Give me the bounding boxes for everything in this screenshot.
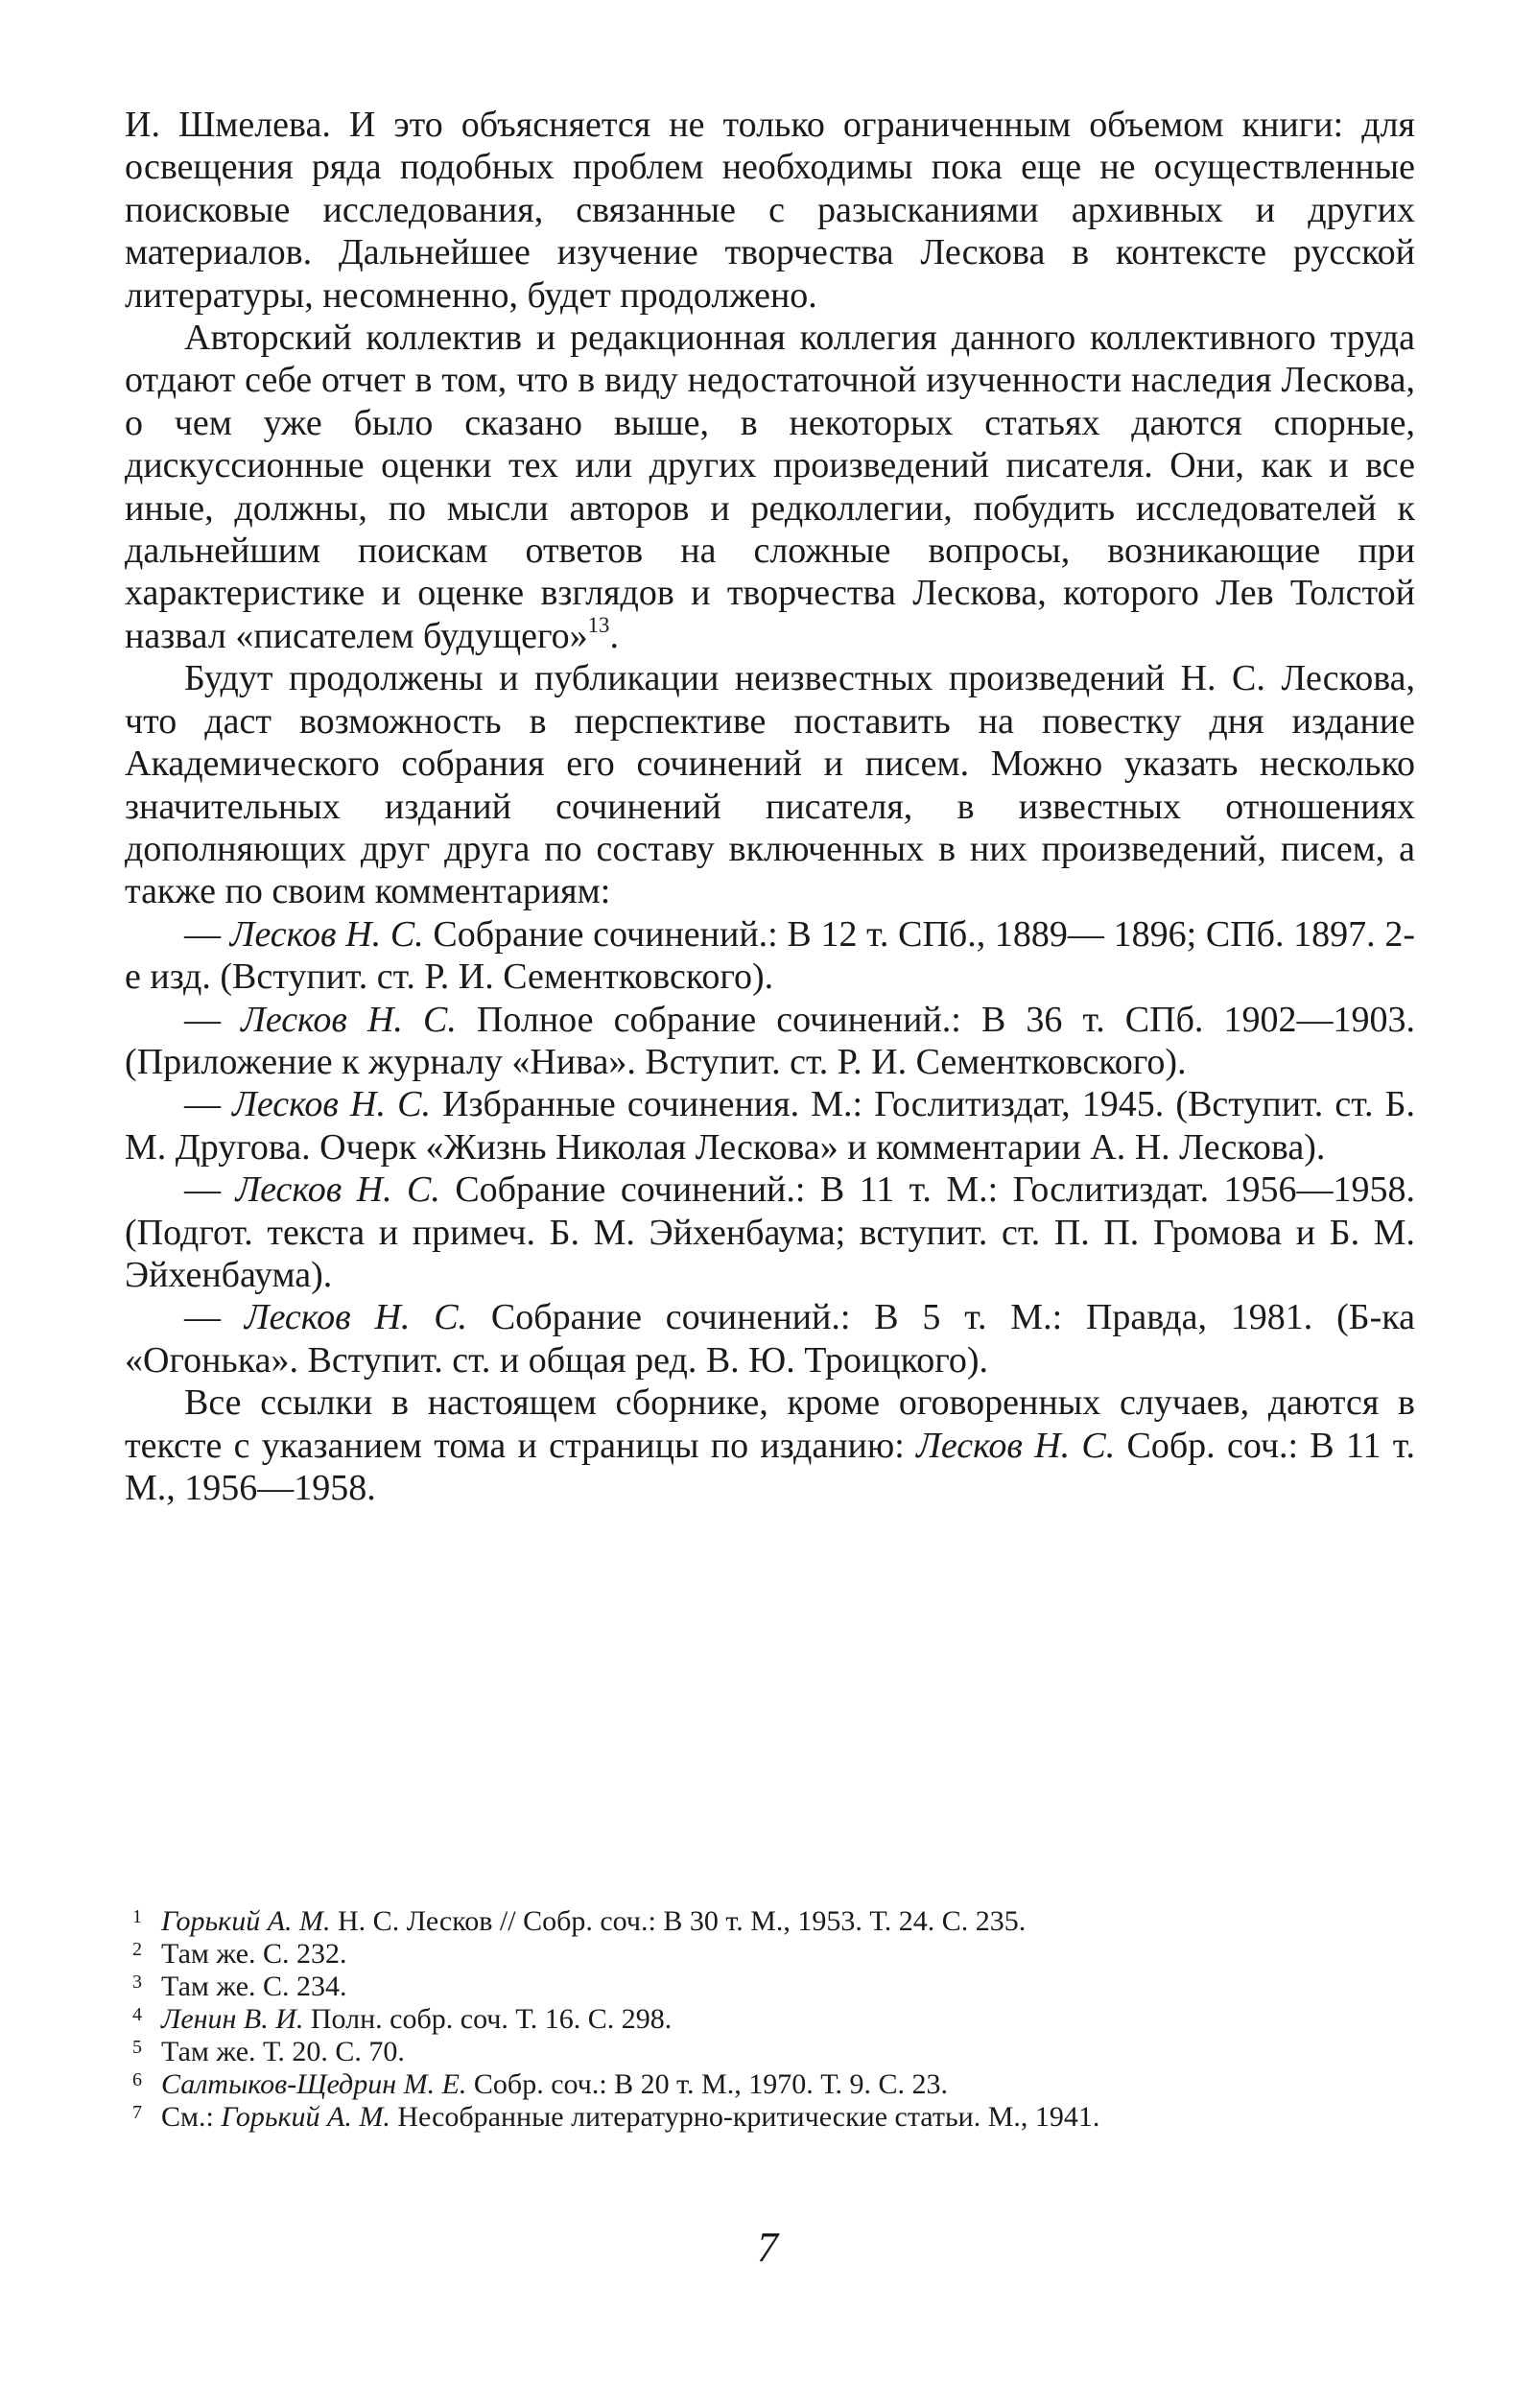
text-run: Собрание сочинений.: В 11 т. М.: Гослитиздат. 1956—1958. (Подгот. текста и примеч. Б. М. Эйхенбаума; вступит. ст. П. П. Громова и Б. М. Эйхенбаума).: [125, 1169, 1416, 1295]
paragraph: [125, 1083, 1415, 1169]
paragraph: [125, 104, 1415, 317]
footnote-marker: 2: [132, 1939, 142, 1960]
paragraph: [125, 999, 1415, 1084]
footnote: [132, 2068, 1415, 2101]
footnote-text: [161, 2036, 1415, 2068]
footnotes: [132, 1905, 1415, 2134]
author-name: Горький А. М.: [221, 2101, 390, 2133]
text-run: Собр. соч.: В 20 т. М., 1970. Т. 9. С. 23.: [466, 2068, 949, 2100]
footnote-text: [161, 2068, 1415, 2101]
footnote: [132, 2003, 1415, 2036]
paragraph: [125, 317, 1415, 657]
footnote-text: [161, 1971, 1415, 2003]
footnote: [132, 1971, 1415, 2003]
text-run: См.:: [161, 2101, 222, 2133]
main-text: [125, 104, 1415, 1509]
footnote-marker: 3: [132, 1971, 142, 1993]
text-run: Собр. соч.: В 11 т. М., 1956—1958.: [125, 1425, 1416, 1508]
footnote: [132, 2036, 1415, 2068]
text-run: Собрание сочинений.: В 5 т. М.: Правда, 1981. (Б-ка «Огонька». Вступит. ст. и общая ред. В. Ю. Троицкого).: [125, 1297, 1416, 1381]
footnote-marker: 4: [132, 2004, 142, 2025]
footnote-text: [161, 2101, 1415, 2134]
paragraph: [125, 1169, 1415, 1296]
footnote-text: [161, 2003, 1415, 2036]
footnote-text: [161, 1938, 1415, 1971]
text-run: —: [184, 1084, 233, 1125]
footnote: [132, 2101, 1415, 2134]
text-run: И. Шмелева. И это объясняется не только ограниченным объемом книги: для освещения ряда подобных проблем необходимы пока еще не осуществленные поисковые исследования, связанные с разысканиями архивных и других материалов. Дальнейшее изучение творчества Лескова в контексте русской литературы, несомненно, будет продолжено.: [125, 105, 1415, 316]
text-run: Собрание сочинений.: В 12 т. СПб., 1889— 1896; СПб. 1897. 2-е изд. (Вступит. ст. Р. И. Сементковского).: [125, 913, 1416, 998]
footnote: [132, 1938, 1415, 1971]
text-run: .: [609, 615, 619, 656]
author-name: Салтыков-Щедрин М. Е.: [161, 2068, 467, 2100]
text-run: Все ссылки в настоящем сборнике, кроме оговоренных случаев, даются в тексте с указанием тома и страницы по изданию:: [125, 1382, 1415, 1466]
footnote-marker: 1: [132, 1906, 142, 1927]
text-run: Полное собрание сочинений.: В 36 т. СПб. 1902—1903. (Приложение к журналу «Нива». Вступит. ст. Р. И. Сементковского).: [125, 999, 1416, 1082]
text-run: Избранные сочинения. М.: Гослитиздат, 1945. (Вступит. ст. Б. М. Другова. Очерк «Жизнь Николая Лескова» и комментарии А. Н. Лескова).: [125, 1084, 1415, 1168]
footnote-marker: 5: [132, 2037, 142, 2058]
text-run: Несобранные литературно-критические статьи. М., 1941.: [390, 2101, 1100, 2133]
text-run: Там же. С. 232.: [161, 1938, 347, 1970]
text-run: Авторский коллектив и редакционная коллегия данного коллективного труда отдают себе отчет в том, что в виду недостаточной изученности наследия Лескова, о чем уже было сказано выше, в некоторых статьях даются спорные, дискуссионные оценки тех или других произведений писателя. Они, как и все иные, должны, по мысли авторов и редколлегии, побудить исследователей к дальнейшим поискам ответов на сложные вопросы, возникающие при характеристике и оценке взглядов и творчества Лескова, которого Лев Толстой назвал «писателем будущего»: [125, 318, 1415, 656]
text-run: Будут продолжены и публикации неизвестных произведений Н. С. Лескова, что даст возможность в перспективе поставить на повестку дня издание Академического собрания его сочинений и писем. Можно указать несколько значительных изданий сочинений писателя, в известных отношениях дополняющих друг друга по составу включенных в них произведений, писем, а также по своим комментариям:: [125, 658, 1415, 912]
text-run: Н. С. Лесков // Собр. соч.: В 30 т. М., 1953. Т. 24. С. 235.: [330, 1905, 1027, 1937]
text-run: —: [184, 1169, 236, 1211]
footnote: [132, 1905, 1415, 1938]
author-name: Лесков Н. С.: [232, 1084, 431, 1125]
page-number: 7: [757, 2224, 778, 2271]
text-run: —: [184, 1297, 245, 1338]
author-name: Лесков Н. С.: [235, 1169, 440, 1211]
text-run: —: [184, 913, 230, 955]
footnote-marker: 7: [132, 2102, 142, 2123]
text-run: Там же. Т. 20. С. 70.: [161, 2036, 405, 2067]
author-name: Лесков Н. С.: [241, 999, 457, 1040]
paragraph: [125, 1381, 1415, 1509]
footnote-text: [161, 1905, 1415, 1938]
author-name: Ленин В. И.: [161, 2003, 304, 2035]
text-run: Полн. собр. соч. Т. 16. С. 298.: [303, 2003, 673, 2035]
author-name: Лесков Н. С.: [916, 1425, 1116, 1466]
paragraph: [125, 913, 1415, 999]
text-run: Там же. С. 234.: [161, 1971, 347, 2002]
paragraph: [125, 657, 1415, 912]
paragraph: [125, 1296, 1415, 1381]
footnote-marker: 6: [132, 2069, 142, 2090]
footnote-reference: 13: [587, 612, 610, 637]
author-name: Горький А. М.: [161, 1905, 331, 1937]
author-name: Лесков Н. С.: [229, 913, 424, 955]
author-name: Лесков Н. С.: [244, 1297, 468, 1338]
text-run: —: [184, 999, 242, 1040]
